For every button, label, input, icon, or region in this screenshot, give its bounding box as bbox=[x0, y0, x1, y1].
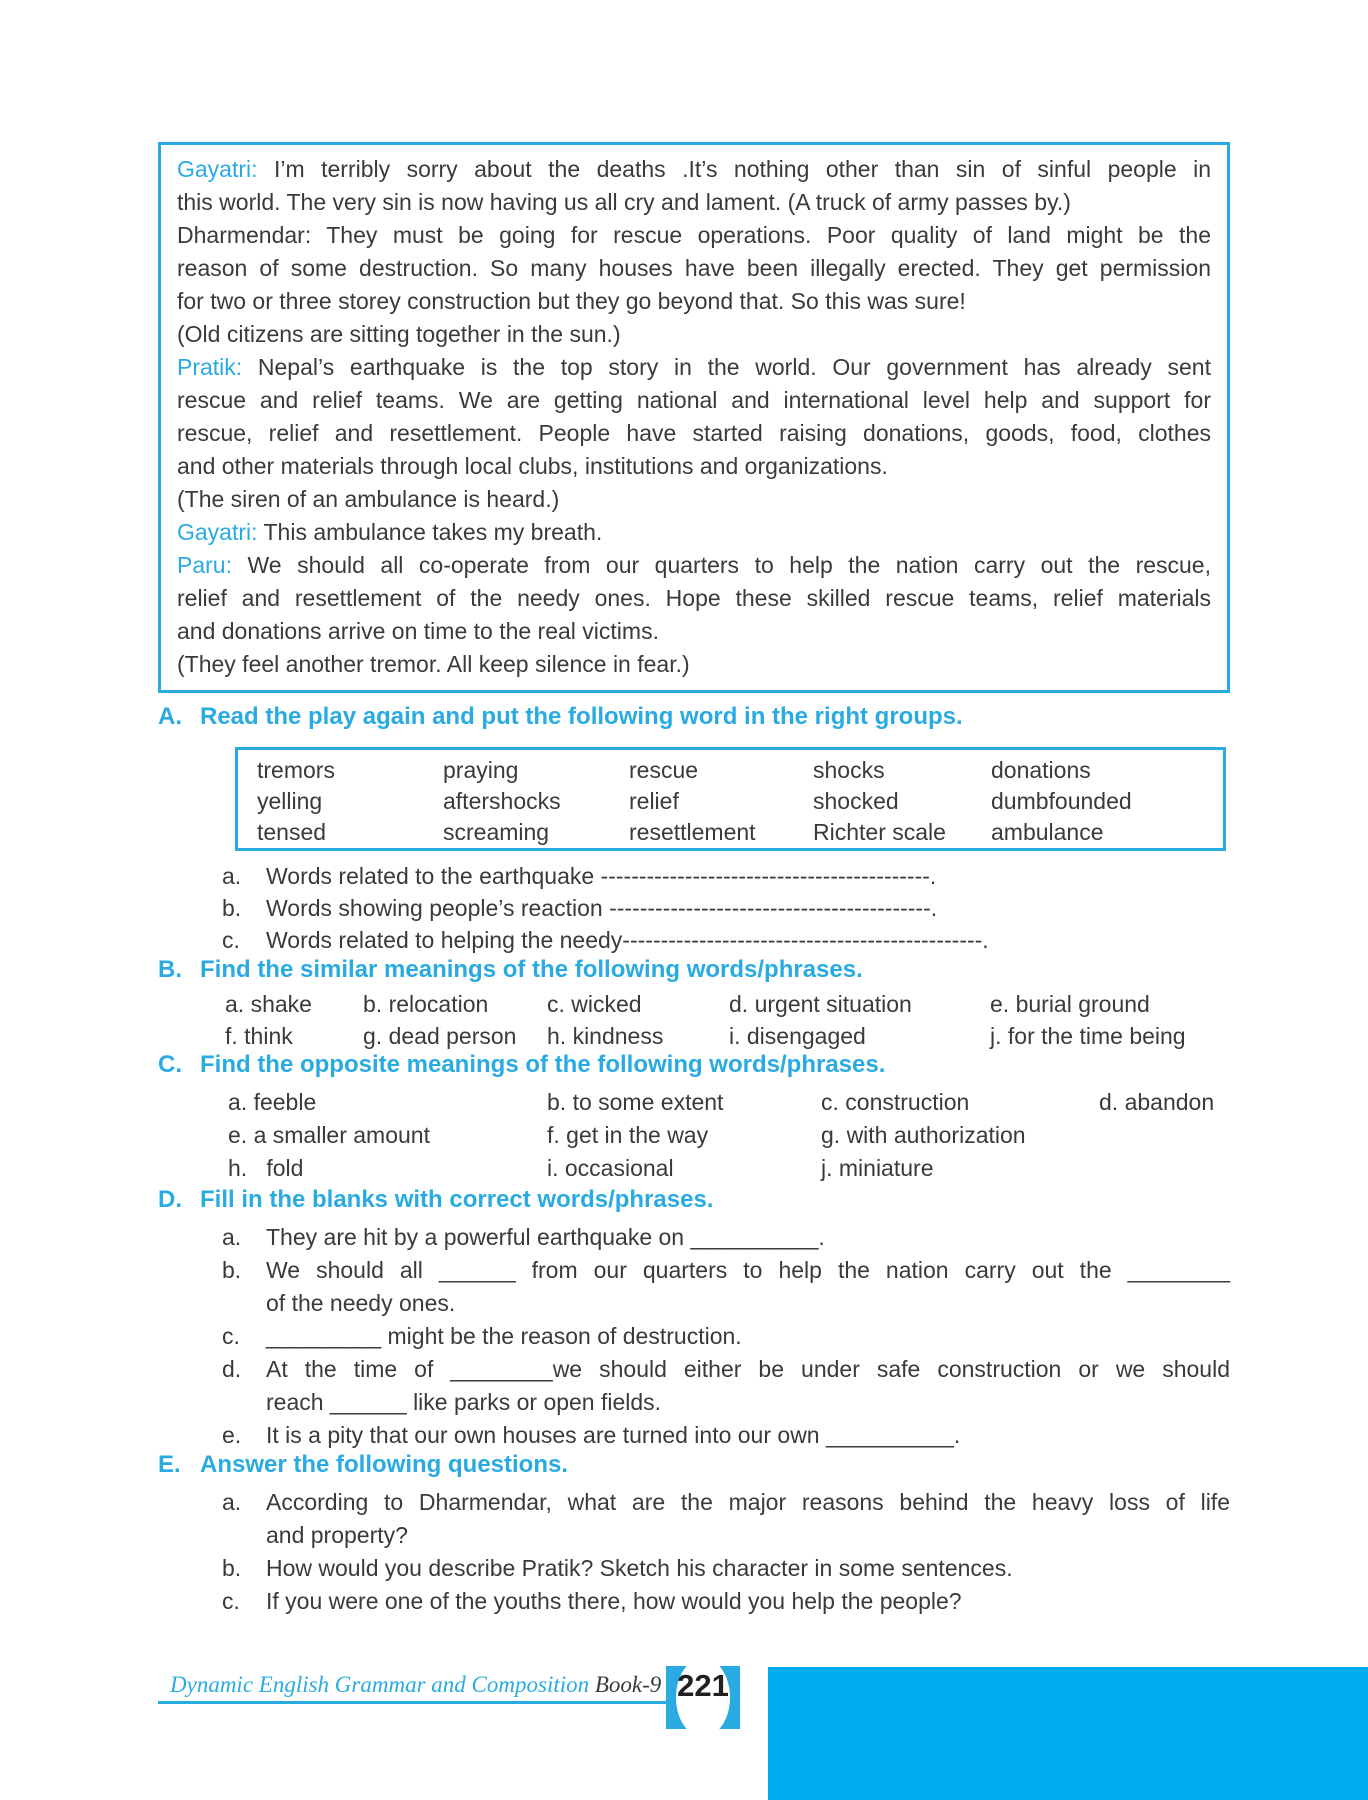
section-title: Find the similar meanings of the following words/phrases. bbox=[200, 956, 863, 983]
dialogue-line: rescue and relief teams. We are getting national and international level help and support for bbox=[177, 387, 1211, 413]
word-box-word: aftershocks bbox=[443, 788, 561, 814]
item-line: At the time of ________we should either be under safe construction or we should bbox=[266, 1356, 1230, 1382]
exercise-e-items bbox=[158, 1486, 1230, 1618]
word-box bbox=[235, 747, 1226, 851]
section-d-heading bbox=[158, 1186, 1230, 1214]
section-b-heading bbox=[158, 956, 1230, 984]
word-box-word: screaming bbox=[443, 819, 550, 845]
exercise-item bbox=[158, 924, 1230, 956]
section-letter: A. bbox=[158, 703, 182, 730]
item-line: We should all ______ from our quarters to help the nation carry out the ________ bbox=[266, 1257, 1230, 1283]
item-letter: b. bbox=[222, 1257, 242, 1283]
item-letter: c. bbox=[222, 1588, 240, 1614]
word-box-word: praying bbox=[443, 757, 519, 783]
word-box-word: Richter scale bbox=[813, 819, 946, 845]
dialogue-line: Pratik: Nepal’s earthquake is the top story in the world. Our government has already sent bbox=[177, 354, 1211, 380]
section-letter: D. bbox=[158, 1186, 182, 1213]
exercise-item bbox=[158, 892, 1230, 924]
exercise-option: e. burial ground bbox=[990, 991, 1150, 1017]
item-line: Words showing people’s reaction ------------------------------------------. bbox=[266, 895, 938, 921]
exercise-option: c. construction bbox=[821, 1089, 970, 1115]
word-box-word: shocked bbox=[813, 788, 899, 814]
exercise-c-rows bbox=[158, 1089, 1278, 1188]
word-box-word: ambulance bbox=[991, 819, 1104, 845]
item-letter: b. bbox=[222, 895, 242, 921]
book-part: Book-9 bbox=[594, 1672, 662, 1697]
word-box-word: rescue bbox=[629, 757, 699, 783]
exercise-option: j. miniature bbox=[821, 1155, 934, 1181]
dialogue-line: Dharmendar: They must be going for rescue operations. Poor quality of land might be the bbox=[177, 222, 1211, 248]
exercise-d-items bbox=[158, 1221, 1230, 1452]
book-title: Dynamic English Grammar and Composition bbox=[170, 1672, 590, 1697]
word-box-word: resettlement bbox=[629, 819, 756, 845]
item-line: Words related to helping the needy-----------------------------------------------. bbox=[266, 927, 989, 953]
item-line: They are hit by a powerful earthquake on __________. bbox=[266, 1224, 825, 1250]
item-letter: a. bbox=[222, 863, 242, 889]
word-box-word: dumbfounded bbox=[991, 788, 1132, 814]
footer-rule bbox=[158, 1701, 668, 1704]
exercise-option: b. to some extent bbox=[547, 1089, 724, 1115]
item-line: It is a pity that our own houses are turned into our own __________. bbox=[266, 1422, 961, 1448]
exercise-item bbox=[158, 1585, 1230, 1618]
word-box-word: shocks bbox=[813, 757, 885, 783]
speaker-name: Paru: bbox=[177, 552, 232, 578]
exercise-option: a. shake bbox=[225, 991, 312, 1017]
exercise-b-rows bbox=[158, 991, 1278, 1055]
section-letter: C. bbox=[158, 1051, 182, 1078]
item-line: of the needy ones. bbox=[266, 1290, 456, 1316]
exercise-option: h. fold bbox=[228, 1155, 304, 1181]
exercise-option: f. get in the way bbox=[547, 1122, 709, 1148]
exercise-option: d. abandon bbox=[1099, 1089, 1215, 1115]
section-title: Answer the following questions. bbox=[200, 1451, 569, 1478]
exercise-item bbox=[158, 1320, 1230, 1353]
exercise-row bbox=[158, 1155, 1278, 1188]
item-letter: c. bbox=[222, 1323, 240, 1349]
section-c-heading bbox=[158, 1051, 1230, 1079]
exercise-item bbox=[158, 1552, 1230, 1585]
section-title: Fill in the blanks with correct words/phrases. bbox=[200, 1186, 714, 1213]
item-letter: e. bbox=[222, 1422, 242, 1448]
exercise-option: f. think bbox=[225, 1023, 293, 1049]
exercise-row bbox=[158, 1122, 1278, 1155]
item-letter: a. bbox=[222, 1489, 242, 1515]
exercise-option: a. feeble bbox=[228, 1089, 317, 1115]
section-a-heading bbox=[158, 703, 1230, 731]
item-letter: b. bbox=[222, 1555, 242, 1581]
item-letter: c. bbox=[222, 927, 240, 953]
exercise-option: e. a smaller amount bbox=[228, 1122, 430, 1148]
speaker-name: Gayatri: bbox=[177, 519, 258, 545]
section-title: Find the opposite meanings of the following words/phrases. bbox=[200, 1051, 886, 1078]
exercise-option: i. disengaged bbox=[729, 1023, 866, 1049]
word-box-word: tensed bbox=[257, 819, 327, 845]
item-line: If you were one of the youths there, how would you help the people? bbox=[266, 1588, 962, 1614]
dialogue-line: Gayatri: I’m terribly sorry about the deaths .It’s nothing other than sin of sinful people in bbox=[177, 156, 1211, 182]
dialogue-line: and other materials through local clubs, institutions and organizations. bbox=[177, 453, 888, 479]
exercise-option: h. kindness bbox=[547, 1023, 664, 1049]
item-line: Words related to the earthquake -------------------------------------------. bbox=[266, 863, 937, 889]
stage-direction: (Old citizens are sitting together in the sun.) bbox=[177, 321, 621, 347]
word-box-word: relief bbox=[629, 788, 679, 814]
exercise-item bbox=[158, 1419, 1230, 1452]
item-line: reach ______ like parks or open fields. bbox=[266, 1389, 662, 1415]
stage-direction: (The siren of an ambulance is heard.) bbox=[177, 486, 560, 512]
exercise-item bbox=[158, 1221, 1230, 1254]
dialogue-line: rescue, relief and resettlement. People have started raising donations, goods, food, clothes bbox=[177, 420, 1211, 446]
speaker-name: Gayatri: bbox=[177, 156, 258, 182]
item-letter: d. bbox=[222, 1356, 242, 1382]
item-line: and property? bbox=[266, 1522, 408, 1548]
exercise-row bbox=[158, 991, 1278, 1023]
dialogue-line: Gayatri: This ambulance takes my breath. bbox=[177, 519, 603, 545]
footer-book-title bbox=[170, 1672, 661, 1698]
exercise-a-items bbox=[158, 860, 1230, 956]
dialogue-line: for two or three storey construction but they go beyond that. So this was sure! bbox=[177, 288, 966, 314]
exercise-item bbox=[158, 860, 1230, 892]
exercise-option: i. occasional bbox=[547, 1155, 674, 1181]
exercise-option: j. for the time being bbox=[990, 1023, 1186, 1049]
exercise-option: g. with authorization bbox=[821, 1122, 1026, 1148]
exercise-item bbox=[158, 1254, 1230, 1320]
dialogue-line: Paru: We should all co-operate from our quarters to help the nation carry out the rescue, bbox=[177, 552, 1211, 578]
corner-decoration bbox=[768, 1667, 1368, 1800]
dialogue-line: reason of some destruction. So many houses have been illegally erected. They get permission bbox=[177, 255, 1211, 281]
exercise-item bbox=[158, 1486, 1230, 1552]
item-line: How would you describe Pratik? Sketch his character in some sentences. bbox=[266, 1555, 1013, 1581]
exercise-option: c. wicked bbox=[547, 991, 642, 1017]
item-line: _________ might be the reason of destruction. bbox=[266, 1323, 742, 1349]
exercise-option: d. urgent situation bbox=[729, 991, 912, 1017]
page-number-badge bbox=[666, 1666, 740, 1729]
page-number: 221 bbox=[677, 1668, 729, 1703]
exercise-option: g. dead person bbox=[363, 1023, 517, 1049]
word-box-word: tremors bbox=[257, 757, 335, 783]
item-line: According to Dharmendar, what are the major reasons behind the heavy loss of life bbox=[266, 1489, 1230, 1515]
section-letter: E. bbox=[158, 1451, 181, 1478]
exercise-option: b. relocation bbox=[363, 991, 489, 1017]
section-e-heading bbox=[158, 1451, 1230, 1479]
word-box-word: yelling bbox=[257, 788, 323, 814]
speaker-name: Pratik: bbox=[177, 354, 243, 380]
dialogue-line: this world. The very sin is now having us all cry and lament. (A truck of army passes by.) bbox=[177, 189, 1071, 215]
section-letter: B. bbox=[158, 956, 182, 983]
stage-direction: (They feel another tremor. All keep silence in fear.) bbox=[177, 651, 690, 677]
item-letter: a. bbox=[222, 1224, 242, 1250]
exercise-row bbox=[158, 1089, 1278, 1122]
word-box-word: donations bbox=[991, 757, 1091, 783]
dialogue-line: relief and resettlement of the needy ones. Hope these skilled rescue teams, relief materials bbox=[177, 585, 1211, 611]
exercise-item bbox=[158, 1353, 1230, 1419]
dialogue-box bbox=[158, 142, 1230, 693]
section-title: Read the play again and put the following word in the right groups. bbox=[200, 703, 963, 730]
dialogue-line: and donations arrive on time to the real victims. bbox=[177, 618, 659, 644]
